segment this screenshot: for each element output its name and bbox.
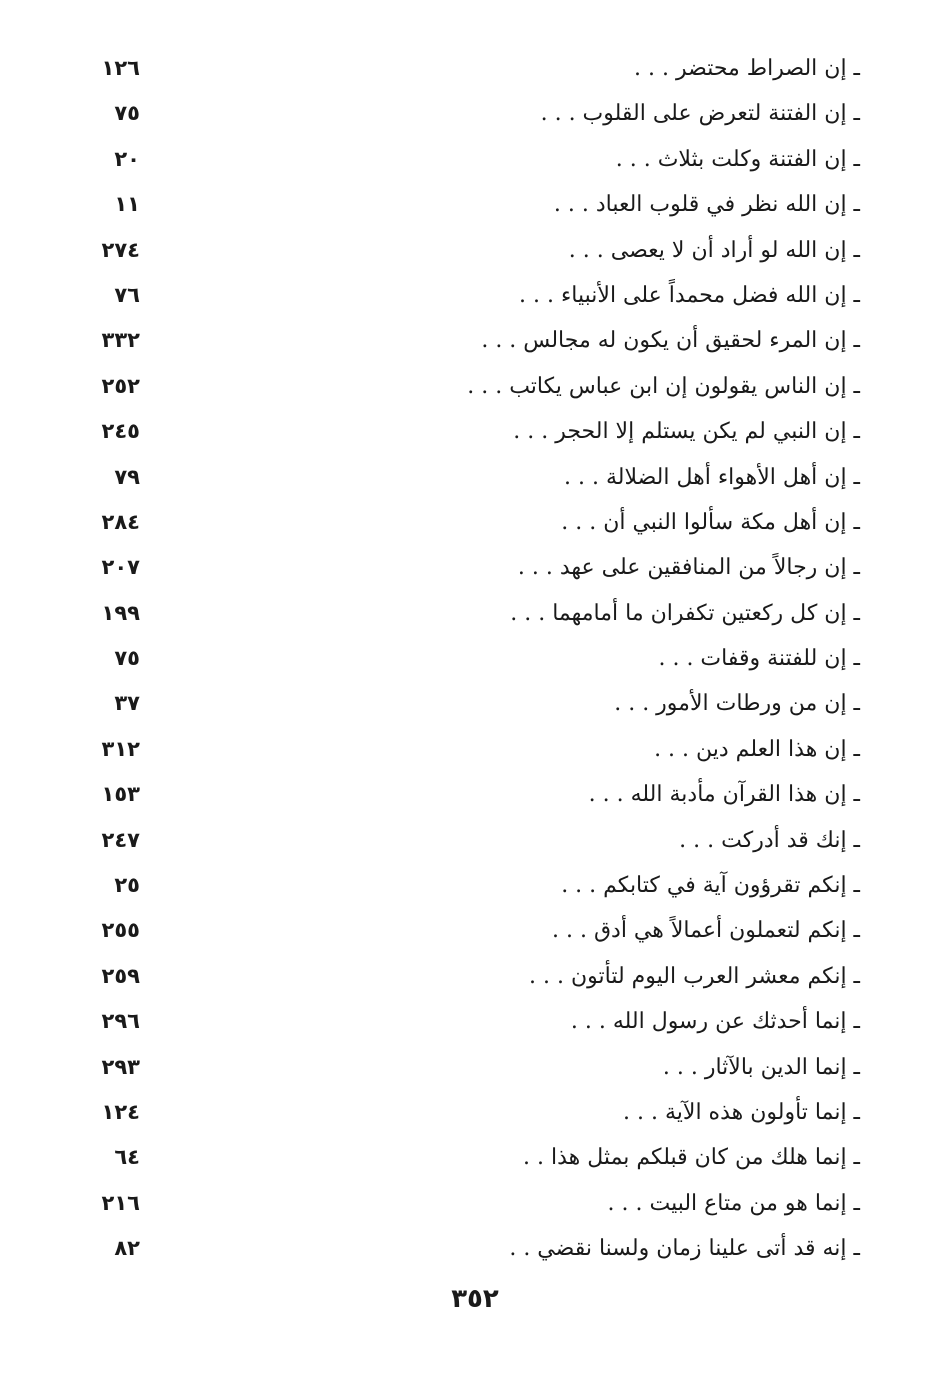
index-entry bbox=[70, 954, 860, 999]
entry-page-number: ١١ bbox=[114, 192, 140, 217]
index-entry bbox=[70, 182, 860, 227]
entry-page-number: ٢٥٥ bbox=[101, 918, 140, 943]
entry-text: ـ إن الفتنة وكلت بثلاث . . . bbox=[615, 146, 860, 172]
entry-page-number: ٢٥٩ bbox=[101, 963, 140, 988]
index-entry bbox=[70, 636, 860, 681]
index-entry bbox=[70, 863, 860, 908]
entry-text: ـ إنما الدين بالآثار . . . bbox=[662, 1054, 860, 1080]
entry-text: ـ إن للفتنة وقفات . . . bbox=[658, 646, 860, 672]
index-entry bbox=[70, 500, 860, 545]
entry-text: ـ إن هذا العلم دين . . . bbox=[654, 736, 860, 762]
entry-text: ـ إن الله نظر في قلوب العباد . . . bbox=[553, 192, 860, 218]
index-entry bbox=[70, 1135, 860, 1180]
entry-text: ـ إنكم معشر العرب اليوم لتأتون . . . bbox=[529, 963, 860, 989]
index-entry bbox=[70, 772, 860, 817]
entry-text: ـ إنكم تقرؤون آية في كتابكم . . . bbox=[561, 873, 860, 899]
index-entry bbox=[70, 999, 860, 1044]
entry-page-number: ٢٠ bbox=[114, 146, 140, 171]
index-entry bbox=[70, 1090, 860, 1135]
entry-page-number: ٢٤٧ bbox=[101, 827, 140, 852]
entry-page-number: ٢٩٦ bbox=[101, 1009, 140, 1034]
index-entry bbox=[70, 46, 860, 91]
entry-page-number: ٢٥ bbox=[114, 873, 140, 898]
entry-text: ـ إن أهل مكة سألوا النبي أن . . . bbox=[561, 509, 860, 535]
index-entry bbox=[70, 727, 860, 772]
entry-page-number: ٢٧٤ bbox=[101, 237, 140, 262]
index-list bbox=[70, 46, 860, 1272]
entry-text: ـ إنما هلك من كان قبلكم بمثل هذا . . bbox=[523, 1145, 860, 1171]
entry-page-number: ٦٤ bbox=[114, 1145, 140, 1170]
entry-text: ـ إن أهل الأهواء أهل الضلالة . . . bbox=[564, 464, 860, 490]
entry-page-number: ١٥٣ bbox=[101, 782, 140, 807]
index-entry bbox=[70, 228, 860, 273]
entry-page-number: ١٢٦ bbox=[101, 56, 140, 80]
entry-text: ـ إن الله فضل محمداً على الأنبياء . . . bbox=[519, 282, 860, 308]
entry-text: ـ إن الفتنة لتعرض على القلوب . . . bbox=[540, 101, 860, 127]
page-number: ٣٥٢ bbox=[451, 1284, 499, 1314]
entry-page-number: ٢٤٥ bbox=[101, 419, 140, 444]
entry-page-number: ٧٥ bbox=[114, 101, 140, 126]
entry-text: ـ إن كل ركعتين تكفران ما أمامهما . . . bbox=[510, 600, 860, 626]
entry-page-number: ١٢٤ bbox=[101, 1099, 140, 1124]
index-entry bbox=[70, 364, 860, 409]
entry-page-number: ٧٥ bbox=[114, 646, 140, 671]
entry-text: ـ إنما أحدثك عن رسول الله . . . bbox=[570, 1009, 860, 1035]
index-entry bbox=[70, 545, 860, 590]
entry-text: ـ إن هذا القرآن مأدبة الله . . . bbox=[588, 782, 860, 808]
index-entry bbox=[70, 91, 860, 136]
entry-page-number: ٢٠٧ bbox=[101, 555, 140, 580]
entry-text: ـ إن الله لو أراد أن لا يعصى . . . bbox=[568, 237, 860, 263]
entry-page-number: ٣٣٢ bbox=[101, 328, 140, 353]
index-entry bbox=[70, 409, 860, 454]
index-entry bbox=[70, 908, 860, 953]
entry-page-number: ٢١٦ bbox=[101, 1190, 140, 1215]
entry-text: ـ إنه قد أتى علينا زمان ولسنا نقضي . . bbox=[509, 1236, 860, 1262]
entry-text: ـ إن الصراط محتضر . . . bbox=[634, 56, 860, 81]
entry-text: ـ إن رجالاً من المنافقين على عهد . . . bbox=[517, 555, 860, 581]
index-entry bbox=[70, 455, 860, 500]
index-entry bbox=[70, 273, 860, 318]
entry-text: ـ إنما تأولون هذه الآية . . . bbox=[623, 1099, 860, 1125]
entry-page-number: ١٩٩ bbox=[101, 600, 140, 625]
index-entry bbox=[70, 681, 860, 726]
index-entry bbox=[70, 137, 860, 182]
entry-text: ـ إن من ورطات الأمور . . . bbox=[614, 691, 860, 717]
entry-page-number: ٣١٢ bbox=[101, 736, 140, 761]
entry-page-number: ٨٢ bbox=[114, 1236, 140, 1261]
index-entry bbox=[70, 1181, 860, 1226]
entry-text: ـ إن النبي لم يكن يستلم إلا الحجر . . . bbox=[513, 419, 860, 445]
index-entry bbox=[70, 818, 860, 863]
index-entry bbox=[70, 1045, 860, 1090]
entry-text: ـ إنما هو من متاع البيت . . . bbox=[607, 1190, 860, 1216]
entry-page-number: ٧٦ bbox=[114, 282, 140, 307]
index-entry bbox=[70, 1226, 860, 1271]
entry-page-number: ٧٩ bbox=[114, 464, 140, 489]
entry-text: ـ إن الناس يقولون إن ابن عباس يكاتب . . . bbox=[467, 373, 860, 399]
entry-page-number: ٢٥٢ bbox=[101, 373, 140, 398]
entry-text: ـ إنك قد أدركت . . . bbox=[679, 827, 860, 853]
entry-page-number: ٢٨٤ bbox=[101, 509, 140, 534]
entry-page-number: ٣٧ bbox=[114, 691, 140, 716]
entry-page-number: ٢٩٣ bbox=[101, 1054, 140, 1079]
entry-text: ـ إنكم لتعملون أعمالاً هي أدق . . . bbox=[552, 918, 860, 944]
index-entry bbox=[70, 318, 860, 363]
index-entry bbox=[70, 591, 860, 636]
entry-text: ـ إن المرء لحقيق أن يكون له مجالس . . . bbox=[481, 328, 860, 354]
